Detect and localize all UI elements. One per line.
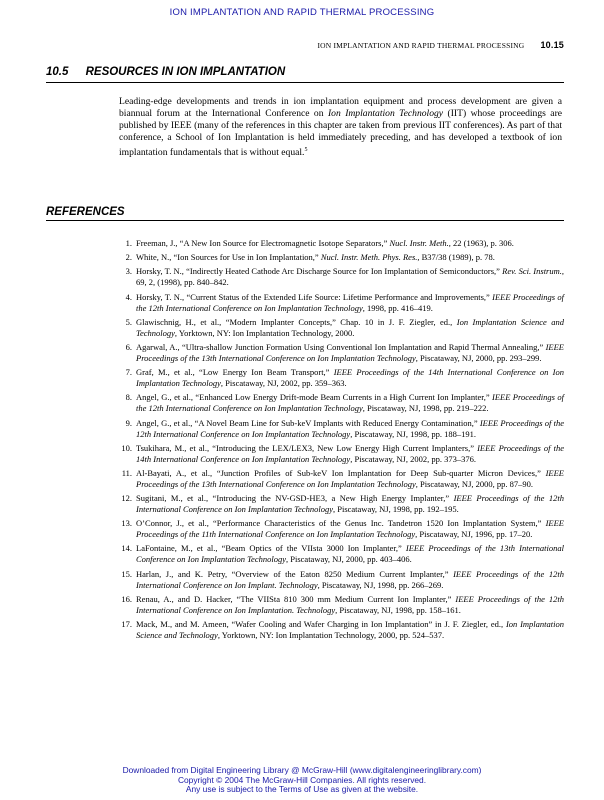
intro-paragraph	[119, 96, 562, 159]
reference-item	[119, 266, 564, 288]
reference-source: Nucl. Instr. Meth. Phys. Res.	[320, 252, 418, 263]
section-heading	[46, 66, 285, 78]
reference-details: , Piscataway, NJ, 1998, pp. 192–195.	[332, 504, 459, 515]
reference-text: Harlan, J., and K. Petry, “Overview of the Eaton 8250 Medium Current Implanter,”	[136, 568, 454, 579]
section-number: 10.5	[46, 66, 69, 78]
reference-details: , Yorktown, NY: Ion Implantation Technology, 2000, pp. 524–537.	[217, 630, 445, 640]
reference-number: 3.	[125, 266, 132, 277]
reference-source: IEEE Proceedings of the 12th International Conference on Ion Implantation Technology	[136, 493, 565, 515]
reference-item	[119, 518, 564, 540]
reference-details: , Piscataway, NJ, 2000, pp. 87–90.	[415, 478, 534, 489]
document-banner: ION IMPLANTATION AND RAPID THERMAL PROCESSING	[169, 7, 435, 18]
reference-source: Rev. Sci. Instrum.	[502, 266, 562, 277]
reference-source: IEEE Proceedings of the 11th International Conference on Ion Implantation Technology	[136, 518, 564, 540]
reference-source: IEEE Proceedings of the 13th International Conference on Ion Implantation Technology	[136, 467, 564, 489]
footer-download-link[interactable]: Downloaded from Digital Engineering Library @ McGraw-Hill (www.digitalengineeringlibrary.com)	[122, 765, 482, 775]
reference-item	[119, 443, 564, 465]
reference-text: Angel, G., et al., “Enhanced Low Energy Drift-mode Beam Currents in a High Current Ion Implanter,”	[136, 392, 492, 403]
reference-item	[119, 392, 564, 414]
reference-details: , Piscataway, NJ, 1998, pp. 219–222.	[362, 403, 489, 414]
reference-number: 8.	[125, 392, 132, 403]
reference-text: O’Connor, J., et al., “Performance Characteristics of the Genus Inc. Tandetron 1520 Ion Implantation System,”	[136, 518, 546, 529]
reference-text: Horsky, T. N., “Indirectly Heated Cathode Arc Discharge Source for Ion Implantation of Semiconductors,”	[136, 266, 503, 277]
reference-text: Freeman, J., “A New Ion Source for Electromagnetic Isotope Separators,”	[136, 238, 390, 248]
reference-source: IEEE Proceedings of the 13th International Conference on Ion Implantation Technology	[136, 543, 564, 565]
footnote-marker: 5	[304, 147, 308, 153]
reference-item	[119, 569, 564, 591]
running-head	[317, 40, 564, 50]
reference-number: 1.	[125, 238, 132, 248]
reference-number: 7.	[125, 367, 132, 378]
reference-number: 6.	[125, 341, 132, 352]
reference-details: , Piscataway, NJ, 1998, pp. 188–191.	[350, 428, 476, 439]
reference-text: Mack, M., and M. Ameen, “Wafer Cooling and Wafer Charging in Ion Implantation” in J. F. Ziegler, ed.,	[136, 619, 506, 629]
reference-number: 11.	[121, 467, 132, 478]
page-number: 10.15	[540, 40, 564, 50]
section-title: RESOURCES IN ION IMPLANTATION	[85, 66, 286, 78]
reference-item	[119, 252, 564, 263]
reference-source: IEEE Proceedings of the 12th International Conference on Ion Implantation Technology	[136, 392, 564, 414]
reference-text: Agarwal, A., “Ultra-shallow Junction Formation Using Conventional Ion Implantation and Rapid Thermal Annealing,”	[136, 341, 546, 352]
section-rule	[46, 82, 564, 83]
reference-source: IEEE Proceedings of the 12th International Conference on Ion Implantation. Technology	[136, 593, 564, 615]
reference-source: IEEE Proceedings of the 14th International Conference on Ion Implantation Technology	[136, 367, 564, 389]
reference-source: IEEE Proceedings of the 12th International Conference on Ion Implantation Technology	[136, 291, 564, 313]
reference-text: Al-Bayati, A., et al., “Junction Profiles of Sub-keV Ion Implantation for Deep Sub-quarter Micron Devices,”	[136, 467, 546, 478]
reference-details: , Piscataway, NJ, 2002, pp. 359–363.	[220, 378, 347, 389]
reference-number: 12.	[121, 493, 132, 504]
running-head-title: ION IMPLANTATION AND RAPID THERMAL PROCESSING	[317, 41, 525, 50]
reference-list	[119, 238, 564, 644]
reference-text: Renau, A., and D. Hacker, “The VIISta 810 300 mm Medium Current Ion Implanter,”	[136, 593, 456, 604]
reference-source: IEEE Proceedings of the 12th International Conference on Ion Implant. Technology	[136, 568, 564, 590]
reference-item	[119, 418, 564, 440]
reference-text: Glawischnig, H., et al., “Modern Implanter Concepts,” Chap. 10 in J. F. Ziegler, ed.,	[136, 316, 457, 327]
references-rule	[46, 220, 564, 221]
reference-text: Horsky, T. N., “Current Status of the Extended Life Source: Lifetime Performance and Improvements,”	[136, 291, 493, 302]
reference-details: , Piscataway, NJ, 2000, pp. 293–299.	[415, 352, 542, 363]
reference-details: , B37/38 (1989), p. 78.	[417, 252, 495, 263]
reference-details: , 69, 2, (1998), pp. 840–842.	[136, 266, 564, 288]
reference-item	[119, 238, 564, 249]
reference-details: , Piscataway, NJ, 2000, pp. 403–406.	[286, 554, 412, 565]
reference-number: 4.	[125, 291, 132, 302]
reference-source: IEEE Proceedings of the 14th International Conference on Ion Implantation Technology	[136, 442, 564, 464]
reference-number: 10.	[121, 442, 132, 453]
reference-details: , Yorktown, NY: Ion Implantation Technology, 2000.	[174, 327, 355, 338]
reference-item	[119, 342, 564, 364]
reference-details: , Piscataway, NJ, 1996, pp. 17–20.	[415, 529, 533, 540]
reference-item	[119, 468, 564, 490]
references-heading: REFERENCES	[46, 206, 125, 218]
reference-item	[119, 594, 564, 616]
reference-source: Ion Implantation Science and Technology	[136, 316, 565, 338]
reference-text: LaFontaine, M., et al., “Beam Optics of the VIIsta 3000 Ion Implanter,”	[136, 543, 406, 554]
reference-source: IEEE Proceedings of the 12th International Conference on Ion Implantation Technology	[136, 417, 565, 439]
reference-item	[119, 317, 564, 339]
reference-number: 2.	[125, 252, 132, 263]
reference-number: 13.	[121, 518, 132, 529]
reference-text: Tsukihara, M., et al., “Introducing the LEX/LEX3, New Low Energy High Current Implanters,”	[136, 442, 478, 453]
reference-item	[119, 543, 564, 565]
intro-text-part1: Leading-edge developments and trends in ion implantation equipment and process development are given a biannual forum at the International Conference on	[119, 96, 562, 119]
reference-number: 17.	[121, 619, 132, 629]
reference-number: 14.	[121, 543, 132, 554]
reference-source: Ion Implantation Science and Technology	[136, 619, 564, 640]
reference-item	[119, 493, 564, 515]
reference-item	[119, 367, 564, 389]
reference-number: 16.	[121, 593, 132, 604]
reference-text: Angel, G., et al., “A Novel Beam Line for Sub-keV Implants with Reduced Energy Contamination,”	[136, 417, 480, 428]
footer-terms-link[interactable]: Any use is subject to the Terms of Use as given at the website.	[185, 784, 419, 794]
intro-text-part2: (IIT) whose proceedings are published by IEEE (many of the references in this chapter are taken from previous IIT conferences). As part of that conference, a School of Ion Implantation is held immediately preceding, and has developed a textbook of ion implantation fundamentals that is without equal.	[119, 108, 563, 159]
reference-text: Graf, M., et al., “Low Energy Ion Beam Transport,”	[136, 367, 334, 378]
reference-number: 9.	[125, 417, 132, 428]
footer-copyright: Copyright © 2004 The McGraw-Hill Companies. All rights reserved.	[177, 774, 427, 785]
reference-details: , Piscataway, NJ, 1998, pp. 266–269.	[317, 579, 444, 590]
reference-text: Sugitani, M., et al., “Introducing the NV-GSD-HE3, a New High Energy Implanter,”	[136, 493, 454, 504]
footer	[0, 766, 604, 795]
reference-details: , 22 (1963), p. 306.	[448, 238, 514, 248]
reference-source: Nucl. Instr. Meth.	[389, 238, 449, 248]
reference-item	[119, 292, 564, 314]
reference-number: 15.	[121, 568, 132, 579]
reference-details: , 1998, pp. 416–419.	[362, 302, 433, 313]
reference-number: 5.	[125, 316, 132, 327]
reference-item	[119, 619, 564, 641]
reference-source: IEEE Proceedings of the 13th International Conference on Ion Implantation Technology	[136, 341, 564, 363]
reference-details: , Piscataway, NJ, 1998, pp. 158–161.	[335, 604, 461, 615]
reference-details: , Piscataway, NJ, 2002, pp. 373–376.	[350, 453, 476, 464]
reference-text: White, N., “Ion Sources for Use in Ion Implantation,”	[136, 252, 321, 263]
conference-name: Ion Implantation Technology	[327, 108, 444, 119]
